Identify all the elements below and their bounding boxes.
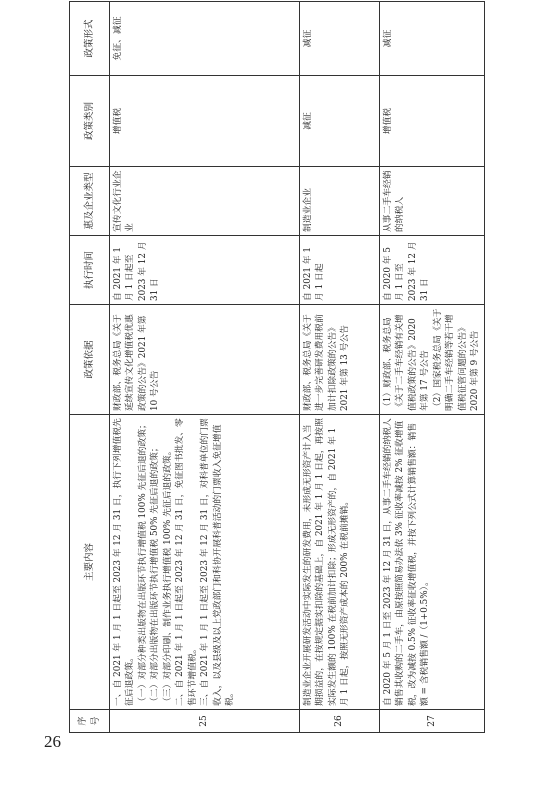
row-time: 自 2020 年 5 月 1 日至 2023 年 12 月 31 日: [380, 236, 485, 305]
content-paragraph: （一）对部分种类出版物在出版环节执行增值税 100% 先征后退的政策；: [137, 420, 148, 706]
row-content: [300, 415, 380, 710]
table-row: [380, 2, 485, 733]
header-seq: 序号: [70, 710, 110, 733]
policy-table: [69, 1, 485, 733]
header-form: 政策形式: [70, 2, 110, 76]
row-type: 增值税: [110, 76, 300, 167]
basis-paragraph: （1）财政部、税务总局《关于二手车经销有关增值税政策的公告》2020 年第 17 号公告: [383, 314, 431, 411]
header-time: 执行时间: [70, 236, 110, 305]
row-form: 减征: [380, 2, 485, 76]
header-type: 政策类别: [70, 76, 110, 167]
row-basis: 财政部、税务总局《关于延续宣传文化增值税优惠政策的公告》2021 年第 10 号公告: [110, 305, 300, 415]
content-paragraph: 三、自 2021 年 1 月 1 日起至 2023 年 12 月 31 日，对科普单位的门票收入，以及县级及以上党政部门和科协开展科普活动的门票收入免征增值税。: [200, 418, 236, 706]
row-form: 减征: [300, 2, 380, 76]
content-paragraph: 自 2020 年 5 月 1 日至 2023 年 12 月 31 日，从事二手车经销的纳税人销售其收购的二手车，由原按照简易办法依 3% 征收率减按 2% 征收增值税，改为减按 0.5% 征收率征收增值税，并按下列公式计算销售额：销售额 = 含税销售额 /（1+0.5%）。: [383, 418, 431, 706]
header-content: 主要内容: [70, 415, 110, 710]
row-seq: 26: [300, 710, 380, 733]
row-scope: 从事二手车经销的纳税人: [380, 167, 485, 236]
rotated-table-wrapper: [69, 16, 481, 733]
content-paragraph: （三）对部分印刷、制作业务执行增值税 100% 先征后退的政策。: [162, 446, 173, 706]
row-seq: 27: [380, 710, 485, 733]
content-paragraph: 二、自 2021 年 1 月 1 日起至 2023 年 12 月 31 日，免征图书批发、零售环节增值税。: [175, 418, 198, 706]
row-content: [110, 415, 300, 710]
table-row: [300, 2, 380, 733]
row-basis: 财政部、税务总局《关于进一步完善研发费用税前加计扣除政策的公告》2021 年第 13 号公告: [300, 305, 380, 415]
row-type: 减征: [300, 76, 380, 167]
content-paragraph: （二）对部分出版物在出版环节执行增值税 50% 先征后退的政策；: [150, 443, 161, 706]
page-number: 26: [44, 732, 61, 751]
header-basis: 政策依据: [70, 305, 110, 415]
table-row: [110, 2, 300, 733]
row-scope: 宣传文化行业企业: [110, 167, 300, 236]
row-type: 增值税: [380, 76, 485, 167]
content-paragraph: 制造业企业开展研发活动中实际发生的研发费用，未形成无形资产计入当期损益的，在按规定据实扣除的基础上，自 2021 年 1 月 1 日起，再按照实际发生额的 100% 在税前加计扣除；形成无形资产的，自 2021 年 1 月 1 日起，按照无形资产成本的 200% 在税前摊销。: [303, 418, 351, 706]
basis-paragraph: （2）国家税务总局《关于明确二手车经销等若干增值税征管问题的公告》2020 年第 9 号公告: [432, 308, 481, 411]
row-form: 免征、减征: [110, 2, 300, 76]
row-time: 自 2021 年 1 月 1 日起至 2023 年 12 月 31 日: [110, 236, 300, 305]
header-scope: 惠及企业类型: [70, 167, 110, 236]
row-content: [380, 415, 485, 710]
row-seq: 25: [110, 710, 300, 733]
row-time: 自 2021 年 1 月 1 日起: [300, 236, 380, 305]
content-paragraph: 一、自 2021 年 1 月 1 日起至 2023 年 12 月 31 日，执行下列增值税先征后退政策。: [113, 418, 136, 706]
table-header-row: [70, 2, 110, 733]
row-basis: [380, 305, 485, 415]
row-scope: 制造业企业: [300, 167, 380, 236]
